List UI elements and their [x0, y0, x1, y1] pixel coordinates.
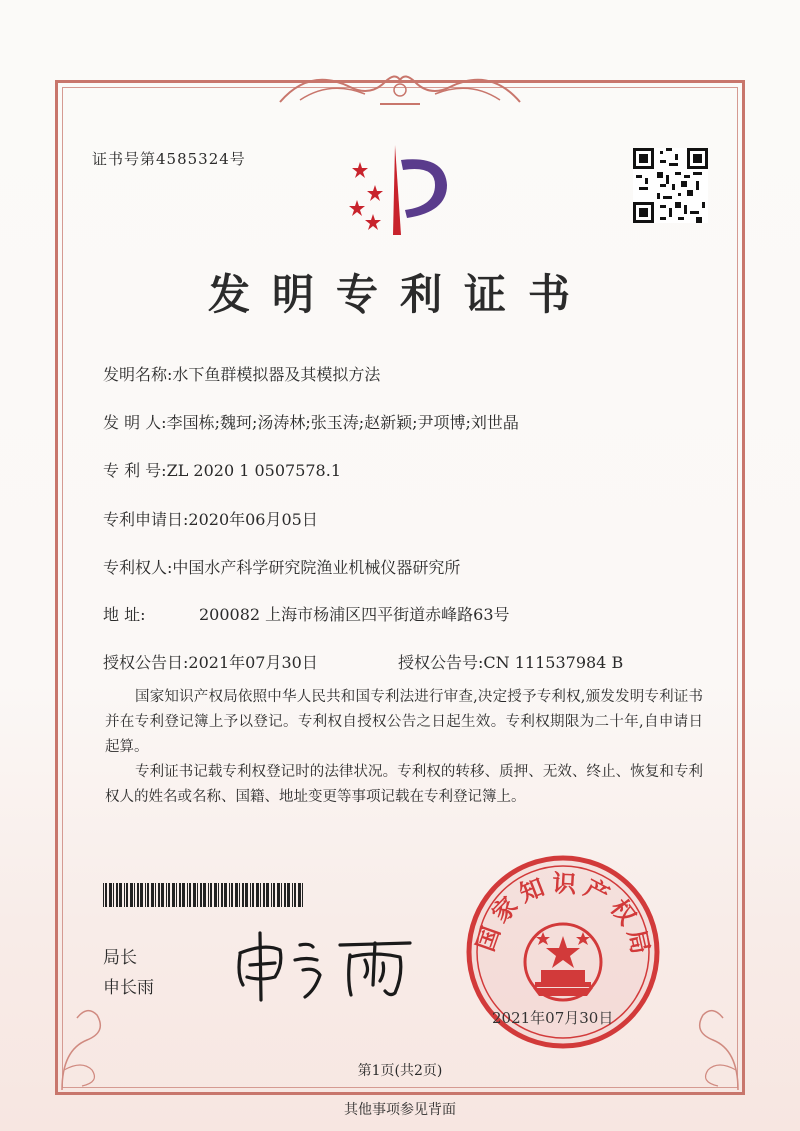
top-ornament-icon: [270, 62, 530, 112]
patent-number-value: ZL 2020 1 0507578.1: [166, 461, 341, 480]
cnipa-emblem-icon: [335, 140, 465, 240]
patent-number-row: [103, 458, 341, 481]
footer-note: 其他事项参见背面: [344, 1102, 456, 1118]
director-name: 申长雨: [103, 978, 154, 998]
filing-date-label: 专利申请日:: [103, 510, 189, 529]
patentee-value: 中国水产科学研究院渔业机械仪器研究所: [172, 558, 461, 577]
grant-date-label: 授权公告日:: [103, 653, 189, 672]
notice-paragraph-2: 专利证书记载专利权登记时的法律状况。专利权的转移、质押、无效、终止、恢复和专利权人的姓名或名称、国籍、地址变更等事项记载在专利登记簿上。: [105, 764, 703, 805]
grant-date-row: [103, 650, 318, 673]
seal-date: 2021年07月30日: [492, 1009, 614, 1027]
certificate-title: 发明专利证书: [207, 270, 592, 319]
page-number: 第1页(共2页): [357, 1063, 443, 1079]
director-signature-icon: [225, 915, 425, 1005]
invention-name-row: [103, 362, 380, 385]
invention-name-label: 发明名称:: [103, 365, 173, 384]
grant-number-label: 授权公告号:: [398, 653, 484, 672]
invention-name-value: 水下鱼群模拟器及其模拟方法: [172, 365, 381, 384]
corner-ornament-right-icon: [678, 990, 748, 1100]
address-label: 地 址:: [103, 605, 146, 624]
inventors-value: 李国栋;魏珂;汤涛林;张玉涛;赵新颖;尹项博;刘世晶: [166, 413, 519, 432]
patentee-label: 专利权人:: [103, 558, 173, 577]
certificate-number: 证书号第4585324号: [92, 150, 246, 168]
director-title: 局长: [103, 948, 137, 968]
barcode-icon: [103, 883, 305, 907]
address-row: [103, 602, 510, 625]
filing-date-row: [103, 507, 318, 530]
patent-number-label: 专 利 号:: [103, 461, 167, 480]
notice-paragraph-1: 国家知识产权局依照中华人民共和国专利法进行审查,决定授予专利权,颁发发明专利证书并在专利登记簿上予以登记。专利权自授权公告之日起生效。专利权期限为二十年,自申请日起算。: [105, 689, 703, 755]
svg-text:国家知识产权局: 国家知识产权局: [471, 869, 657, 963]
grant-date-value: 2021年07月30日: [188, 653, 318, 672]
filing-date-value: 2020年06月05日: [188, 510, 318, 529]
inventors-label: 发 明 人:: [103, 413, 167, 432]
grant-number-row: [398, 650, 623, 673]
grant-number-value: CN 111537984 B: [483, 653, 624, 672]
patentee-row: [103, 555, 460, 578]
inventors-row: [103, 410, 519, 433]
corner-ornament-left-icon: [52, 990, 122, 1100]
address-value: 200082 上海市杨浦区四平街道赤峰路63号: [199, 605, 510, 624]
qr-code-icon: [633, 148, 708, 223]
